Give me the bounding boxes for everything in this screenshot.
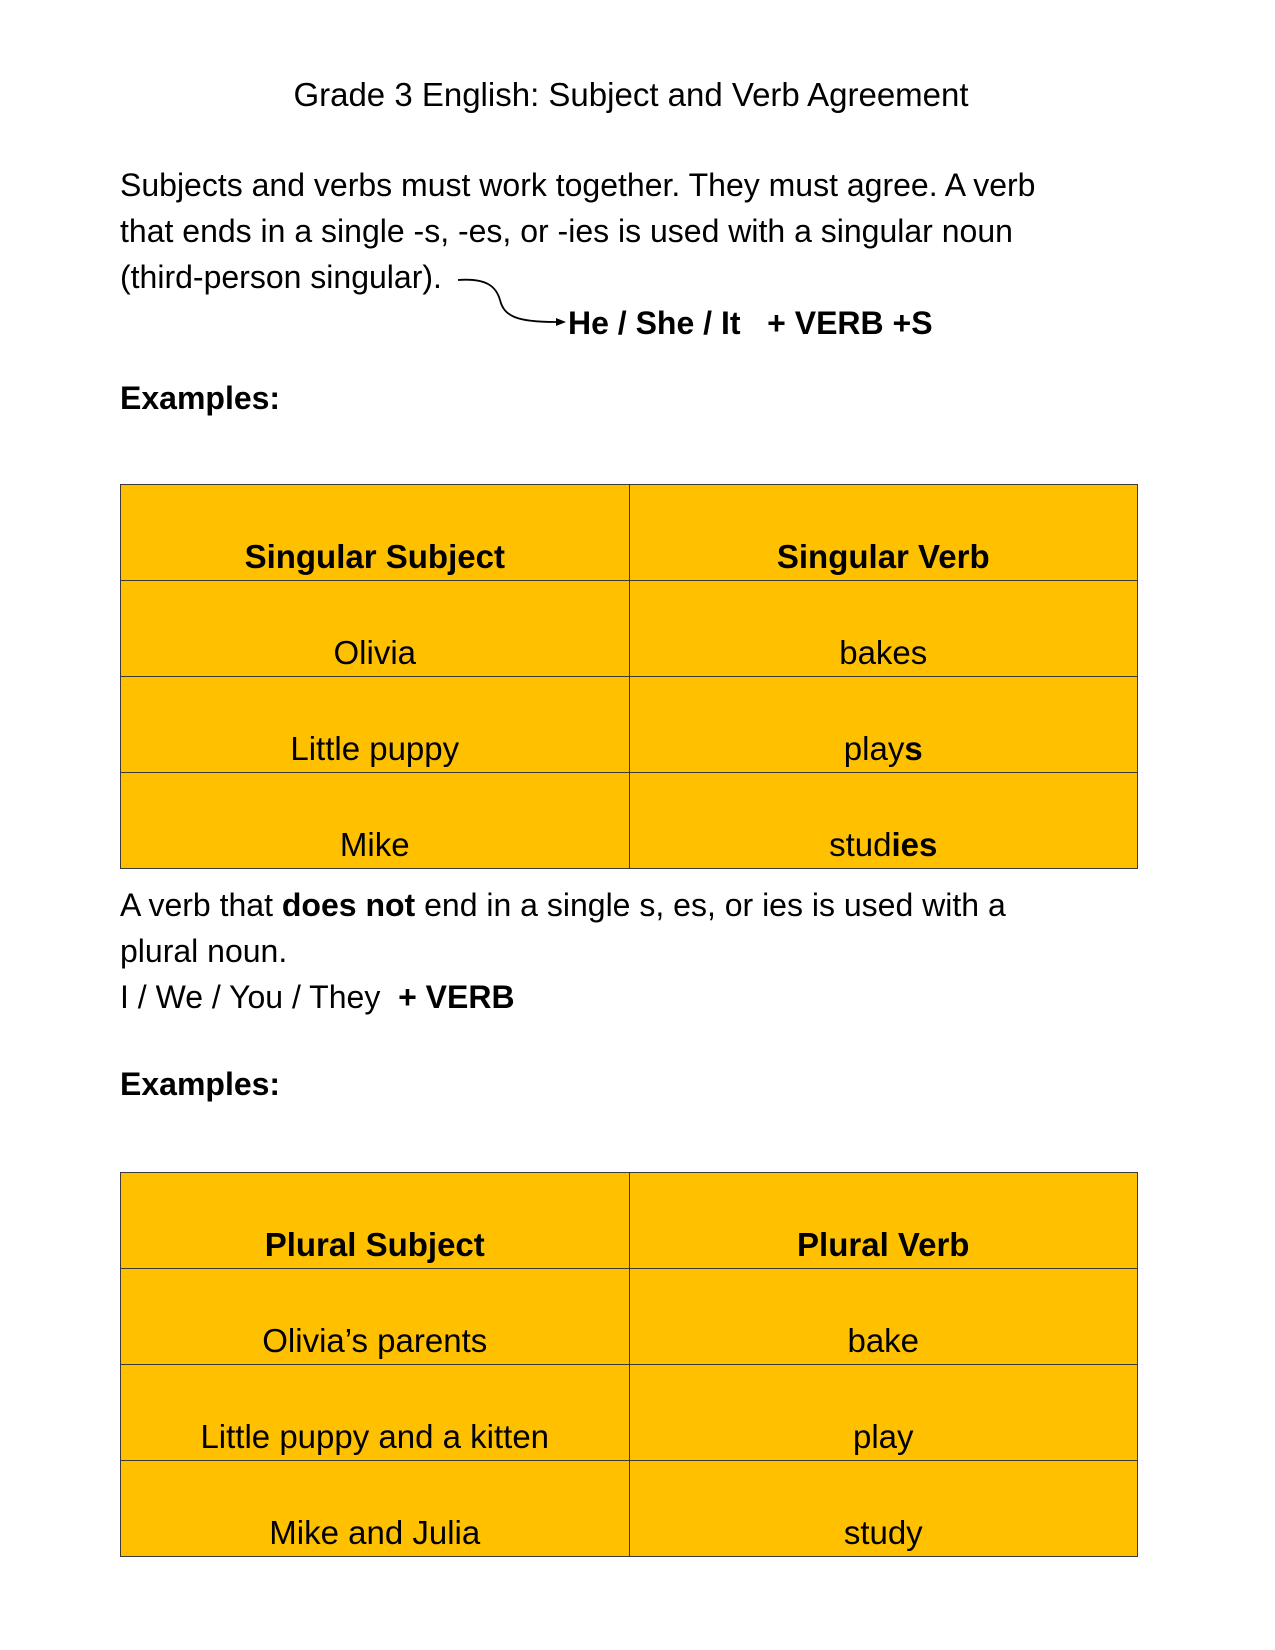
header-plural-verb: Plural Verb — [629, 1173, 1138, 1269]
curved-arrow-icon — [456, 276, 576, 336]
verb-cell: play — [629, 1365, 1138, 1461]
subject-cell: Olivia — [121, 581, 630, 677]
intro-line-1: Subjects and verbs must work together. They must agree. A verb — [120, 167, 1036, 203]
plural-text-emphasis: does not — [281, 887, 416, 923]
plural-formula-verb: + VERB — [398, 979, 515, 1015]
verb-cell — [629, 773, 1138, 869]
plural-line-1 — [120, 882, 1130, 928]
verb-cell — [629, 677, 1138, 773]
intro-line-2: that ends in a single -s, -es, or -ies is used with a singular noun — [120, 213, 1013, 249]
plural-paragraph — [120, 882, 1130, 1020]
table-header-row — [121, 485, 1138, 581]
table-row — [121, 1365, 1138, 1461]
plural-examples-table — [120, 1172, 1138, 1557]
subject-cell: Little puppy and a kitten — [121, 1365, 630, 1461]
table-row — [121, 1461, 1138, 1557]
singular-examples-table — [120, 484, 1138, 869]
table-row — [121, 677, 1138, 773]
subject-cell: Little puppy — [121, 677, 630, 773]
plural-text-part2: end in a single s, es, or ies is used with a — [415, 887, 1006, 923]
subject-cell: Mike and Julia — [121, 1461, 630, 1557]
examples-heading-singular: Examples: — [120, 380, 281, 416]
singular-formula: He / She / It + VERB +S — [568, 305, 933, 341]
table-header-row — [121, 1173, 1138, 1269]
header-singular-verb: Singular Verb — [629, 485, 1138, 581]
table-row — [121, 581, 1138, 677]
subject-cell: Olivia’s parents — [121, 1269, 630, 1365]
page-title: Grade 3 English: Subject and Verb Agreement — [293, 76, 969, 113]
header-singular-subject: Singular Subject — [121, 485, 630, 581]
intro-paragraph — [120, 162, 1130, 300]
verb-cell: bakes — [629, 581, 1138, 677]
verb-cell: bake — [629, 1269, 1138, 1365]
verb-stem: stud — [829, 826, 892, 863]
table-row — [121, 1269, 1138, 1365]
verb-suffix: s — [904, 730, 923, 767]
verb-stem: play — [843, 730, 905, 767]
plural-formula — [120, 974, 1130, 1020]
header-plural-subject: Plural Subject — [121, 1173, 630, 1269]
examples-heading-plural: Examples: — [120, 1066, 281, 1102]
verb-suffix: ies — [891, 826, 938, 863]
subject-cell: Mike — [121, 773, 630, 869]
verb-cell: study — [629, 1461, 1138, 1557]
table-row — [121, 773, 1138, 869]
intro-line-3: (third-person singular). — [120, 259, 442, 295]
plural-text-part1: A verb that — [120, 887, 282, 923]
plural-formula-prefix: I / We / You / They — [120, 979, 399, 1015]
plural-line-2: plural noun. — [120, 933, 288, 969]
